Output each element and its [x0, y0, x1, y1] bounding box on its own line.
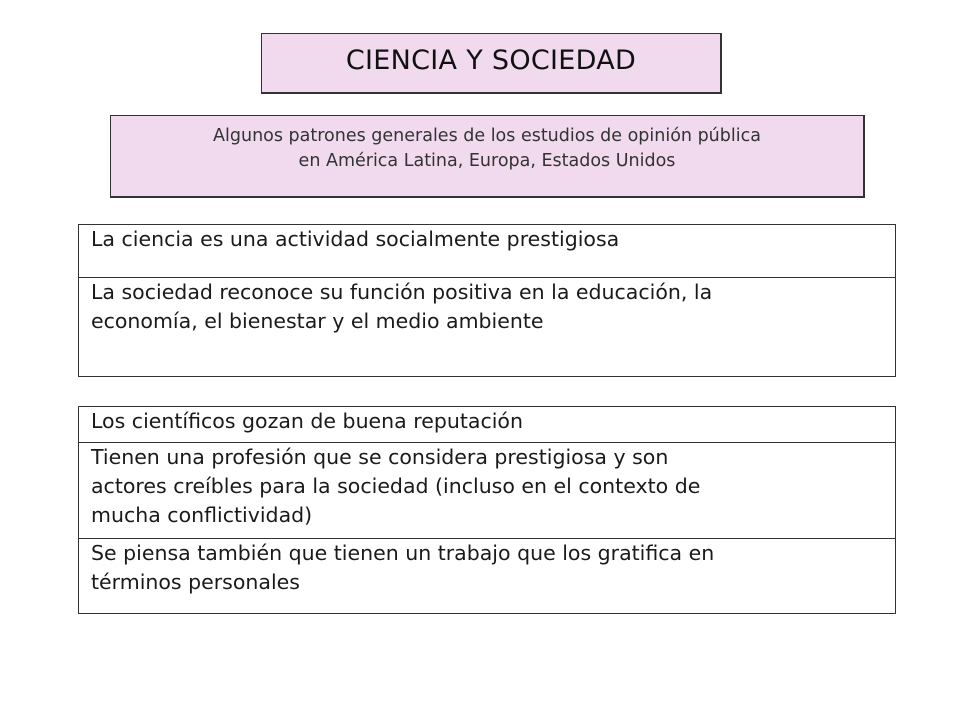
table-cell-rewarding-work [79, 539, 896, 614]
table-cell-prestigious-profession [79, 443, 896, 539]
cell-text-line-1: Tienen una profesión que se considera prestigiosa y son [91, 445, 669, 469]
cell-text-line-3: mucha conflictividad) [91, 503, 313, 527]
subtitle-line-2: en América Latina, Europa, Estados Unidos [298, 151, 676, 171]
prestige-table [78, 224, 896, 377]
table-cell-social-recognition [79, 278, 896, 377]
table-row [79, 443, 896, 539]
cell-text: Los científicos gozan de buena reputación [91, 409, 523, 433]
table-row [79, 225, 896, 278]
table-row [79, 539, 896, 614]
page-title: CIENCIA Y SOCIEDAD [345, 44, 637, 76]
cell-text-line-2: actores creíbles para la sociedad (incluso en el contexto de [91, 474, 701, 498]
title-box [261, 33, 722, 94]
table-cell-scientists-reputation [79, 407, 896, 443]
cell-text-line-2: términos personales [91, 570, 300, 594]
table-row [79, 407, 896, 443]
table-row [79, 278, 896, 377]
cell-text-line-1: Se piensa también que tienen un trabajo que los gratifica en [91, 541, 715, 565]
reputation-table [78, 406, 896, 614]
cell-text: La ciencia es una actividad socialmente prestigiosa [91, 227, 620, 251]
cell-text-line-1: La sociedad reconoce su función positiva en la educación, la [91, 280, 713, 304]
table-cell-science-prestige [79, 225, 896, 278]
subtitle-line-1: Algunos patrones generales de los estudios de opinión pública [213, 126, 761, 146]
subtitle-box [110, 115, 865, 198]
cell-text-line-2: economía, el bienestar y el medio ambiente [91, 309, 544, 333]
